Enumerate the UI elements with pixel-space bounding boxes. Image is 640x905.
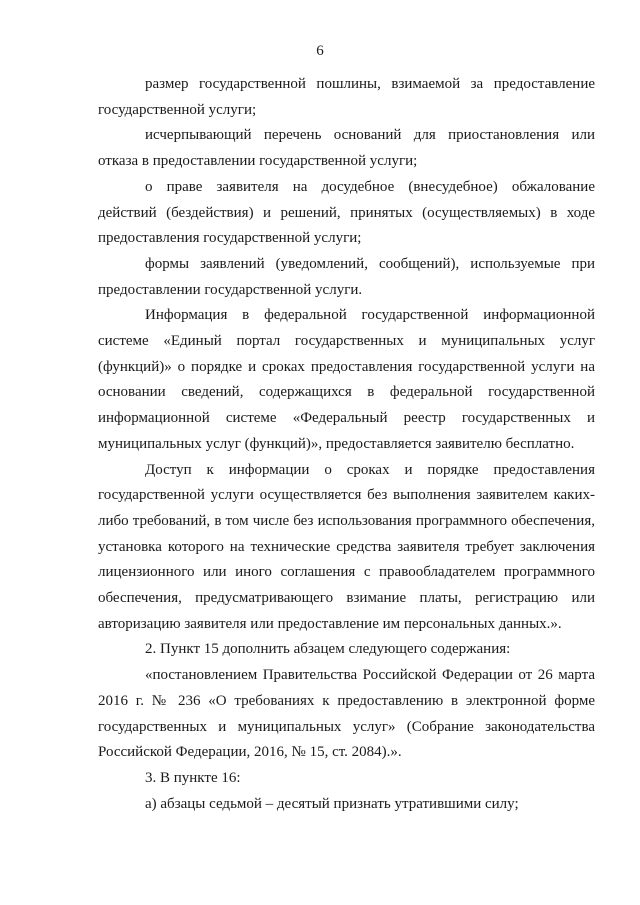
paragraph-fee-size: размер государственной пошлины, взимаемой за предоставление государственной услуги; [98, 76, 595, 118]
page-number: 6 [316, 43, 324, 59]
paragraph-item-3: 3. В пункте 16: [145, 769, 241, 786]
paragraph-item-3a: а) абзацы седьмой – десятый признать утратившими силу; [145, 795, 519, 812]
paragraph-access-information: Доступ к информации о сроках и порядке предоставления государственной услуги осуществляется без выполнения заявителем каких-либо требований, в том числе без использования программного обеспечения, установка которого на технические средства заявителя требует заключения лицензионного или иного соглашения с правообладателем программного обеспечения, предусматривающего взимание платы, регистрацию или авторизацию заявителя или предоставление им персональных данных.». [98, 461, 595, 632]
paragraph-appeal-right: о праве заявителя на досудебное (внесудебное) обжалование действий (бездействия) и решений, принятых (осуществляемых) в ходе предоставления государственной услуги; [98, 178, 595, 247]
paragraph-item-2: 2. Пункт 15 дополнить абзацем следующего содержания: [145, 641, 511, 658]
document-body [98, 72, 595, 817]
paragraph-grounds-refusal: исчерпывающий перечень оснований для приостановления или отказа в предоставлении государственной услуги; [98, 127, 595, 170]
paragraph-application-forms: формы заявлений (уведомлений, сообщений), используемые при предоставлении государственной услуги. [98, 255, 595, 298]
paragraph-portal-information: Информация в федеральной государственной информационной системе «Единый портал государственных и муниципальных услуг (функций)» о порядке и сроках предоставления государственной услуги на основании сведений, содержащихся в федеральной государственной информационной системе «Федеральный реестр государственных и муниципальных услуг (функций)», предоставляется заявителю бесплатно. [98, 307, 595, 452]
paragraph-government-decree: «постановлением Правительства Российской Федерации от 26 марта 2016 г. № 236 «О требованиях к предоставлению в электронной форме государственных и муниципальных услуг» (Собрание законодательства Российской Федерации, 2016, № 15, ст. 2084).». [98, 667, 595, 761]
